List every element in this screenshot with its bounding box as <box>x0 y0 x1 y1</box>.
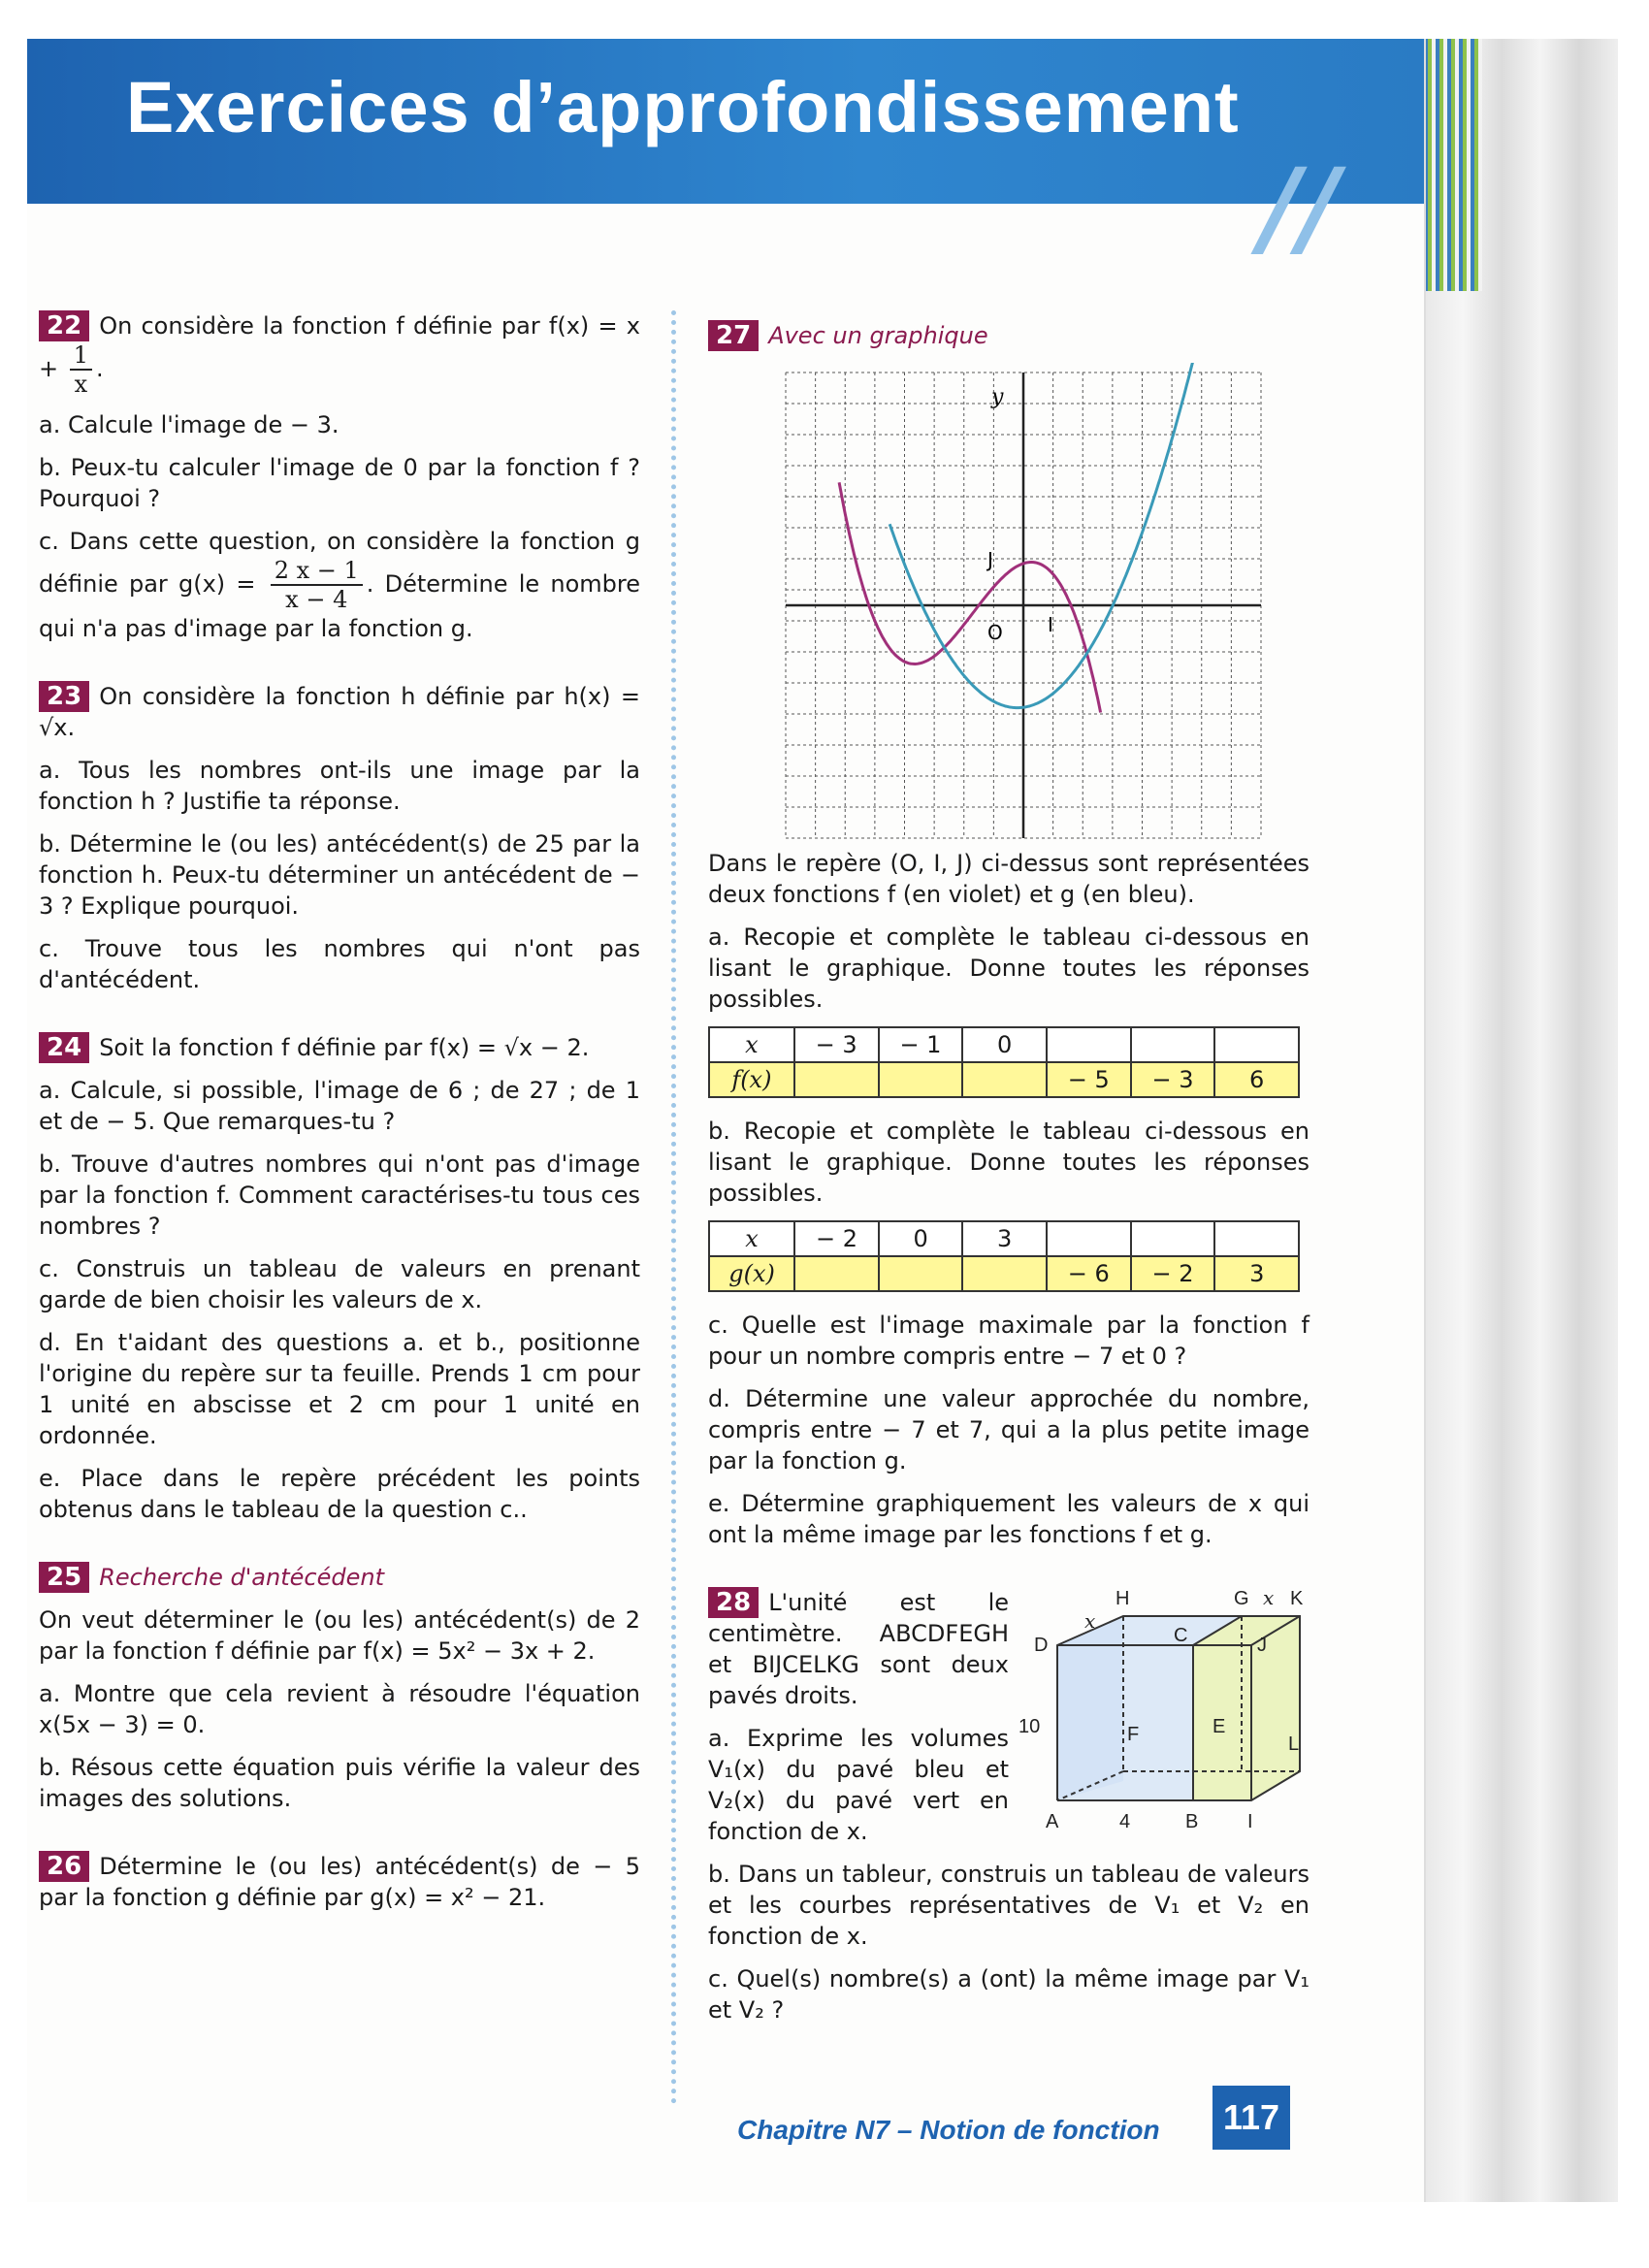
question-b: b. Trouve d'autres nombres qui n'ont pas d'image par la fonction f. Comment caractérises-tu tous ces nombres ? <box>39 1150 640 1240</box>
question-e: e. Détermine graphiquement les valeurs de x qui ont la même image par les fonctions f et g. <box>708 1490 1310 1548</box>
exercise-number: 25 <box>39 1562 89 1593</box>
label-4: 4 <box>1119 1811 1131 1832</box>
question-a: a. Tous les nombres ont-ils une image par la fonction h ? Justifie ta réponse. <box>39 757 640 815</box>
question-a: a. Montre que cela revient à résoudre l'équation x(5x − 3) = 0. <box>39 1680 640 1738</box>
curve-f <box>839 482 1101 712</box>
label-x-top: x <box>1263 1587 1275 1609</box>
left-column <box>39 310 640 1950</box>
label-l: L <box>1288 1733 1300 1755</box>
fraction: $\frac{2 x - 1}{x - 4}$ <box>271 557 363 613</box>
label-g: G <box>1234 1588 1249 1609</box>
label-x-left: x <box>1084 1609 1096 1633</box>
question-b: b. Recopie et complète le tableau ci-dessous en lisant le graphique. Donne toutes les réponses possibles. <box>708 1118 1310 1207</box>
question-a: a. Exprime les volumes V₁(x) du pavé bleu et V₂(x) du pavé vert en fonction de x. <box>708 1725 1009 1845</box>
question-c: c. Quel(s) nombre(s) a (ont) la même image par V₁ et V₂ ? <box>708 1965 1310 2024</box>
exercise-intro: Dans le repère (O, I, J) ci-dessus sont représentées deux fonctions f (en violet) et g (en bleu). <box>708 850 1310 908</box>
exercise-intro: On veut déterminer le (ou les) antécédent(s) de 2 par la fonction f définie par f(x) = 5x² − 3x + 2. <box>39 1606 640 1665</box>
label-10: 10 <box>1018 1716 1041 1737</box>
question-a: a. Calcule l'image de − 3. <box>39 411 340 438</box>
column-divider <box>671 310 676 2105</box>
page-number: 117 <box>1212 2086 1290 2150</box>
function-graph <box>747 363 1271 848</box>
label-h: H <box>1116 1588 1130 1609</box>
label-e: E <box>1212 1716 1226 1737</box>
question-d: d. Détermine une valeur approchée du nombre, compris entre − 7 et 7, qui a la plus petite image par la fonction g. <box>708 1385 1310 1474</box>
question-b: b. Détermine le (ou les) antécédent(s) de 25 par la fonction h. Peux-tu déterminer un antécédent de − 3 ? Explique pourquoi. <box>39 830 640 920</box>
question-b: b. Peux-tu calculer l'image de 0 par la fonction f ? Pourquoi ? <box>39 454 640 512</box>
exercise-23: 23 On considère la fonction h définie par h(x) = √x. a. Tous les nombres ont-ils une image par la fonction h ? Justifie ta réponse. b. Détermine le (ou les) antécédent(s) de 25 par la fonction h. Peux-tu déterminer un antécédent de − 3 ? Explique pourquoi. c. Trouve tous les nombres qui n'ont pas d'antécédent. <box>39 682 640 993</box>
exercise-number: 22 <box>39 310 89 341</box>
question-a: a. Calcule, si possible, l'image de 6 ; de 27 ; de 1 et de − 5. Que remarques-tu ? <box>39 1077 640 1135</box>
right-column <box>708 320 1310 2062</box>
exercise-22: 22 On considère la fonction f définie par f(x) = x + $\frac{1}{x}$ . a. Calcule l'image de − 3. b. Peux-tu calculer l'image de 0 par la fonction f ? Pourquoi ? c. Dans cette question, on considère la fonction g définie par g(x) = $\frac{2 x - 1}{x - 4}$ . Détermine le nombre qui n'a pas d'image par la fonction g. <box>39 311 641 642</box>
exercise-number: 24 <box>39 1032 89 1063</box>
question-a: a. Recopie et complète le tableau ci-dessous en lisant le graphique. Donne toutes les réponses possibles. <box>708 923 1310 1013</box>
label-d: D <box>1034 1635 1049 1656</box>
banner-decoration: // <box>1261 146 1340 270</box>
question-c: c. Quelle est l'image maximale par la fonction f pour un nombre compris entre − 7 et 0 ? <box>708 1312 1310 1370</box>
label-i: I <box>1247 1811 1253 1832</box>
y-axis-label: y <box>991 385 1004 409</box>
question-c: c. Dans cette question, on considère la fonction g définie par g(x) = $\frac{2 x - 1}{x - 4}$ . Détermine le nombre qui n'a pas d'image par la fonction g. <box>39 528 641 642</box>
exercise-number: 27 <box>708 320 759 351</box>
page-title: Exercices d’approfondissement <box>126 67 1240 147</box>
chapter-footer: Chapitre N7 – Notion de fonction <box>737 2115 1160 2145</box>
exercise-25 <box>39 1562 640 1814</box>
question-b: b. Dans un tableur, construis un tableau de valeurs et les courbes représentatives de V₁ et V₂ en fonction de x. <box>708 1861 1310 1950</box>
label-a: A <box>1046 1811 1059 1832</box>
exercise-26: 26 Détermine le (ou les) antécédent(s) de − 5 par la fonction g définie par g(x) = x² − 21. <box>39 1852 640 1911</box>
exercise-number: 26 <box>39 1851 89 1882</box>
label-j: J <box>1257 1635 1267 1656</box>
question-d: d. En t'aidant des questions a. et b., positionne l'origine du repère sur ta feuille. Prends 1 cm pour 1 unité en abscisse et 2 cm pour 1 unité en ordonnée. <box>39 1329 640 1449</box>
table-g: x − 2 0 3 g(x) − 6 − 2 3 <box>708 1220 1300 1292</box>
question-e: e. Place dans le repère précédent les points obtenus dans le tableau de la question c.. <box>39 1465 640 1523</box>
i-label: I <box>1048 613 1053 636</box>
label-f: F <box>1127 1724 1140 1745</box>
label-b: B <box>1185 1811 1199 1832</box>
exercise-number: 23 <box>39 681 89 712</box>
label-c: C <box>1174 1625 1188 1646</box>
exercise-24: 24 Soit la fonction f définie par f(x) = √x − 2. a. Calcule, si possible, l'image de 6 ; de 27 ; de 1 et de − 5. Que remarques-tu ? b. Trouve d'autres nombres qui n'ont pas d'image par la fonction f. Comment caractérises-tu tous ces nombres ? c. Construis un tableau de valeurs en prenant garde de bien choisir les valeurs de x. d. En t'aidant des questions a. et b., positionne l'origine du repère sur ta feuille. Prends 1 cm pour 1 unité en abscisse et 2 cm pour 1 unité en ordonnée. e. Place dans le repère précédent les points obtenus dans le tableau de la question c.. <box>39 1033 640 1523</box>
table-f: x − 3 − 1 0 f(x) − 5 − 3 6 <box>708 1026 1300 1098</box>
exercise-number: 28 <box>708 1587 759 1618</box>
exercise-27 <box>708 320 1310 1550</box>
exercise-title: Recherche d'antécédent <box>99 1564 384 1591</box>
question-c: c. Trouve tous les nombres qui n'ont pas d'antécédent. <box>39 935 640 993</box>
question-c: c. Construis un tableau de valeurs en prenant garde de bien choisir les valeurs de x. <box>39 1255 640 1313</box>
exercise-title: Avec un graphique <box>768 322 988 349</box>
exercise-28: 28 L'unité est le centimètre. ABCDFEGH et BIJCELKG sont deux pavés droits. a. Exprime les volumes V₁(x) du pavé bleu et V₂(x) du pavé vert en fonction de x. H G x K x D C J 10 F E L A 4 B I b. Dans un tableur, construis un tableau de valeurs et les courbes représentatives de V₁ et V₂ en fonction de x. c. Quel(s) nombre(s) a (ont) la même image par V₁ et V₂ ? <box>708 1587 1310 2024</box>
question-b: b. Résous cette équation puis vérifie la valeur des images des solutions. <box>39 1754 640 1812</box>
fraction: $\frac{1}{x}$ <box>70 341 92 398</box>
origin-label: O <box>987 621 1003 644</box>
j-label: J <box>987 548 993 571</box>
book-edge <box>1424 39 1618 2202</box>
label-k: K <box>1290 1588 1304 1609</box>
box-figure <box>1018 1587 1310 1849</box>
